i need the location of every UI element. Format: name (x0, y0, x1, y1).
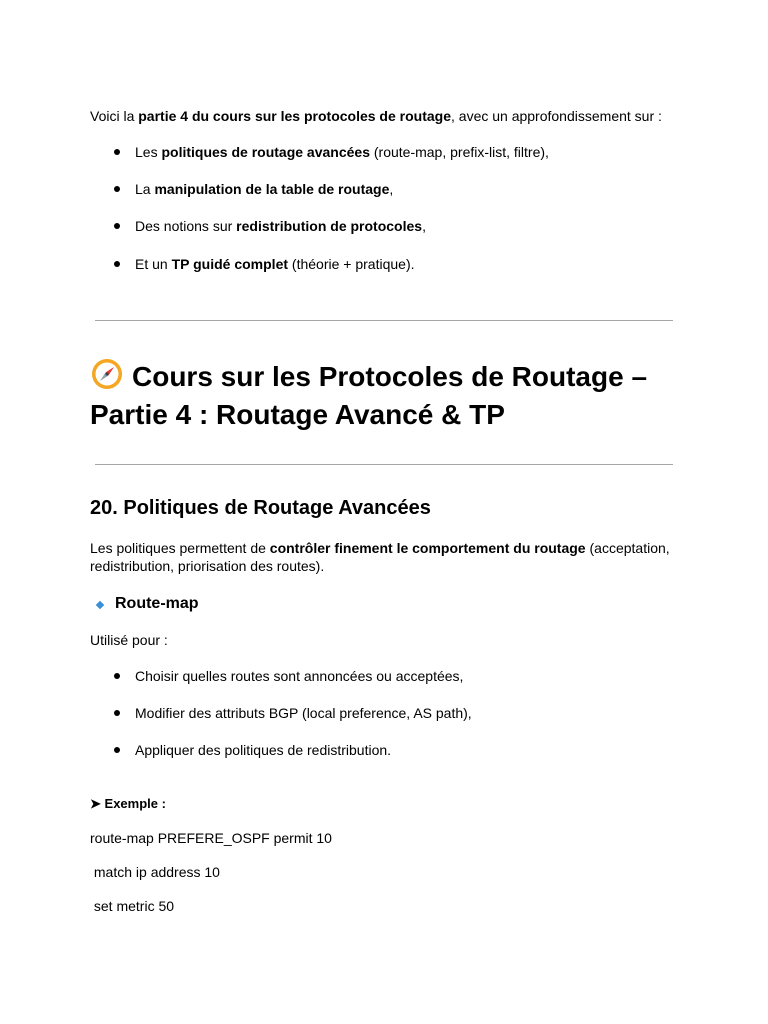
section-para-pre: Les politiques permettent de (90, 540, 270, 556)
intro-bold: partie 4 du cours sur les protocoles de routage (138, 108, 451, 124)
page-title (90, 357, 647, 401)
list-item-text (135, 255, 415, 273)
subsection-heading: Route-map (115, 595, 199, 612)
list-item-pre: La (135, 181, 155, 197)
title-line-2: Partie 4 : Routage Avancé & TP (90, 399, 505, 430)
example-label (90, 795, 166, 813)
list-item-post: , (389, 181, 394, 197)
usage-label: Utilisé pour : (90, 632, 168, 648)
bullet-icon (114, 710, 120, 716)
section-heading: 20. Politiques de Routage Avancées (90, 497, 431, 519)
section-paragraph-line-1 (90, 539, 670, 557)
arrow-icon: ➤ (90, 796, 101, 811)
bullet-icon (114, 261, 120, 267)
list-item-text: Appliquer des politiques de redistribution. (135, 742, 392, 758)
list-item-post: (route-map, prefix-list, filtre), (369, 144, 549, 160)
code-line: match ip address 10 (90, 864, 220, 880)
compass-icon (90, 357, 124, 401)
divider (95, 464, 673, 465)
list-item-text (135, 180, 393, 198)
list-item-pre: Et un (135, 256, 172, 272)
list-item-text: Choisir quelles routes sont annoncées ou acceptées, (135, 668, 464, 684)
blue-diamond-icon (96, 601, 104, 609)
intro-paragraph (90, 107, 662, 125)
bullet-icon (114, 673, 120, 679)
list-item-text (135, 143, 549, 161)
list-item-post: (théorie + pratique). (288, 256, 415, 272)
list-item-post: , (422, 218, 426, 234)
list-item-bold: redistribution de protocoles (236, 218, 423, 234)
code-line: route-map PREFERE_OSPF permit 10 (90, 830, 332, 846)
list-item-pre: Des notions sur (135, 218, 237, 234)
bullet-icon (114, 149, 120, 155)
code-line: set metric 50 (90, 898, 175, 914)
list-item-bold: TP guidé complet (171, 256, 289, 272)
list-item-text (135, 217, 426, 235)
section-para-bold: contrôler finement le comportement du routage (269, 540, 586, 556)
section-paragraph-line-2: redistribution, priorisation des routes). (90, 558, 325, 574)
section-para-post: (acceptation, (585, 540, 670, 556)
list-item-pre: Les (135, 144, 162, 160)
bullet-icon (114, 747, 120, 753)
title-line-1: Cours sur les Protocoles de Routage – (132, 361, 648, 392)
example-label-text: Exemple : (104, 796, 166, 811)
intro-prefix: Voici la (90, 108, 139, 124)
divider (95, 320, 673, 321)
list-item-bold: manipulation de la table de routage (154, 181, 390, 197)
list-item-bold: politiques de routage avancées (161, 144, 370, 160)
page-title-line-2 (90, 396, 505, 434)
list-item-text: Modifier des attributs BGP (local preference, AS path), (135, 705, 472, 721)
bullet-icon (114, 186, 120, 192)
bullet-icon (114, 223, 120, 229)
intro-suffix: , avec un approfondissement sur : (451, 108, 662, 124)
